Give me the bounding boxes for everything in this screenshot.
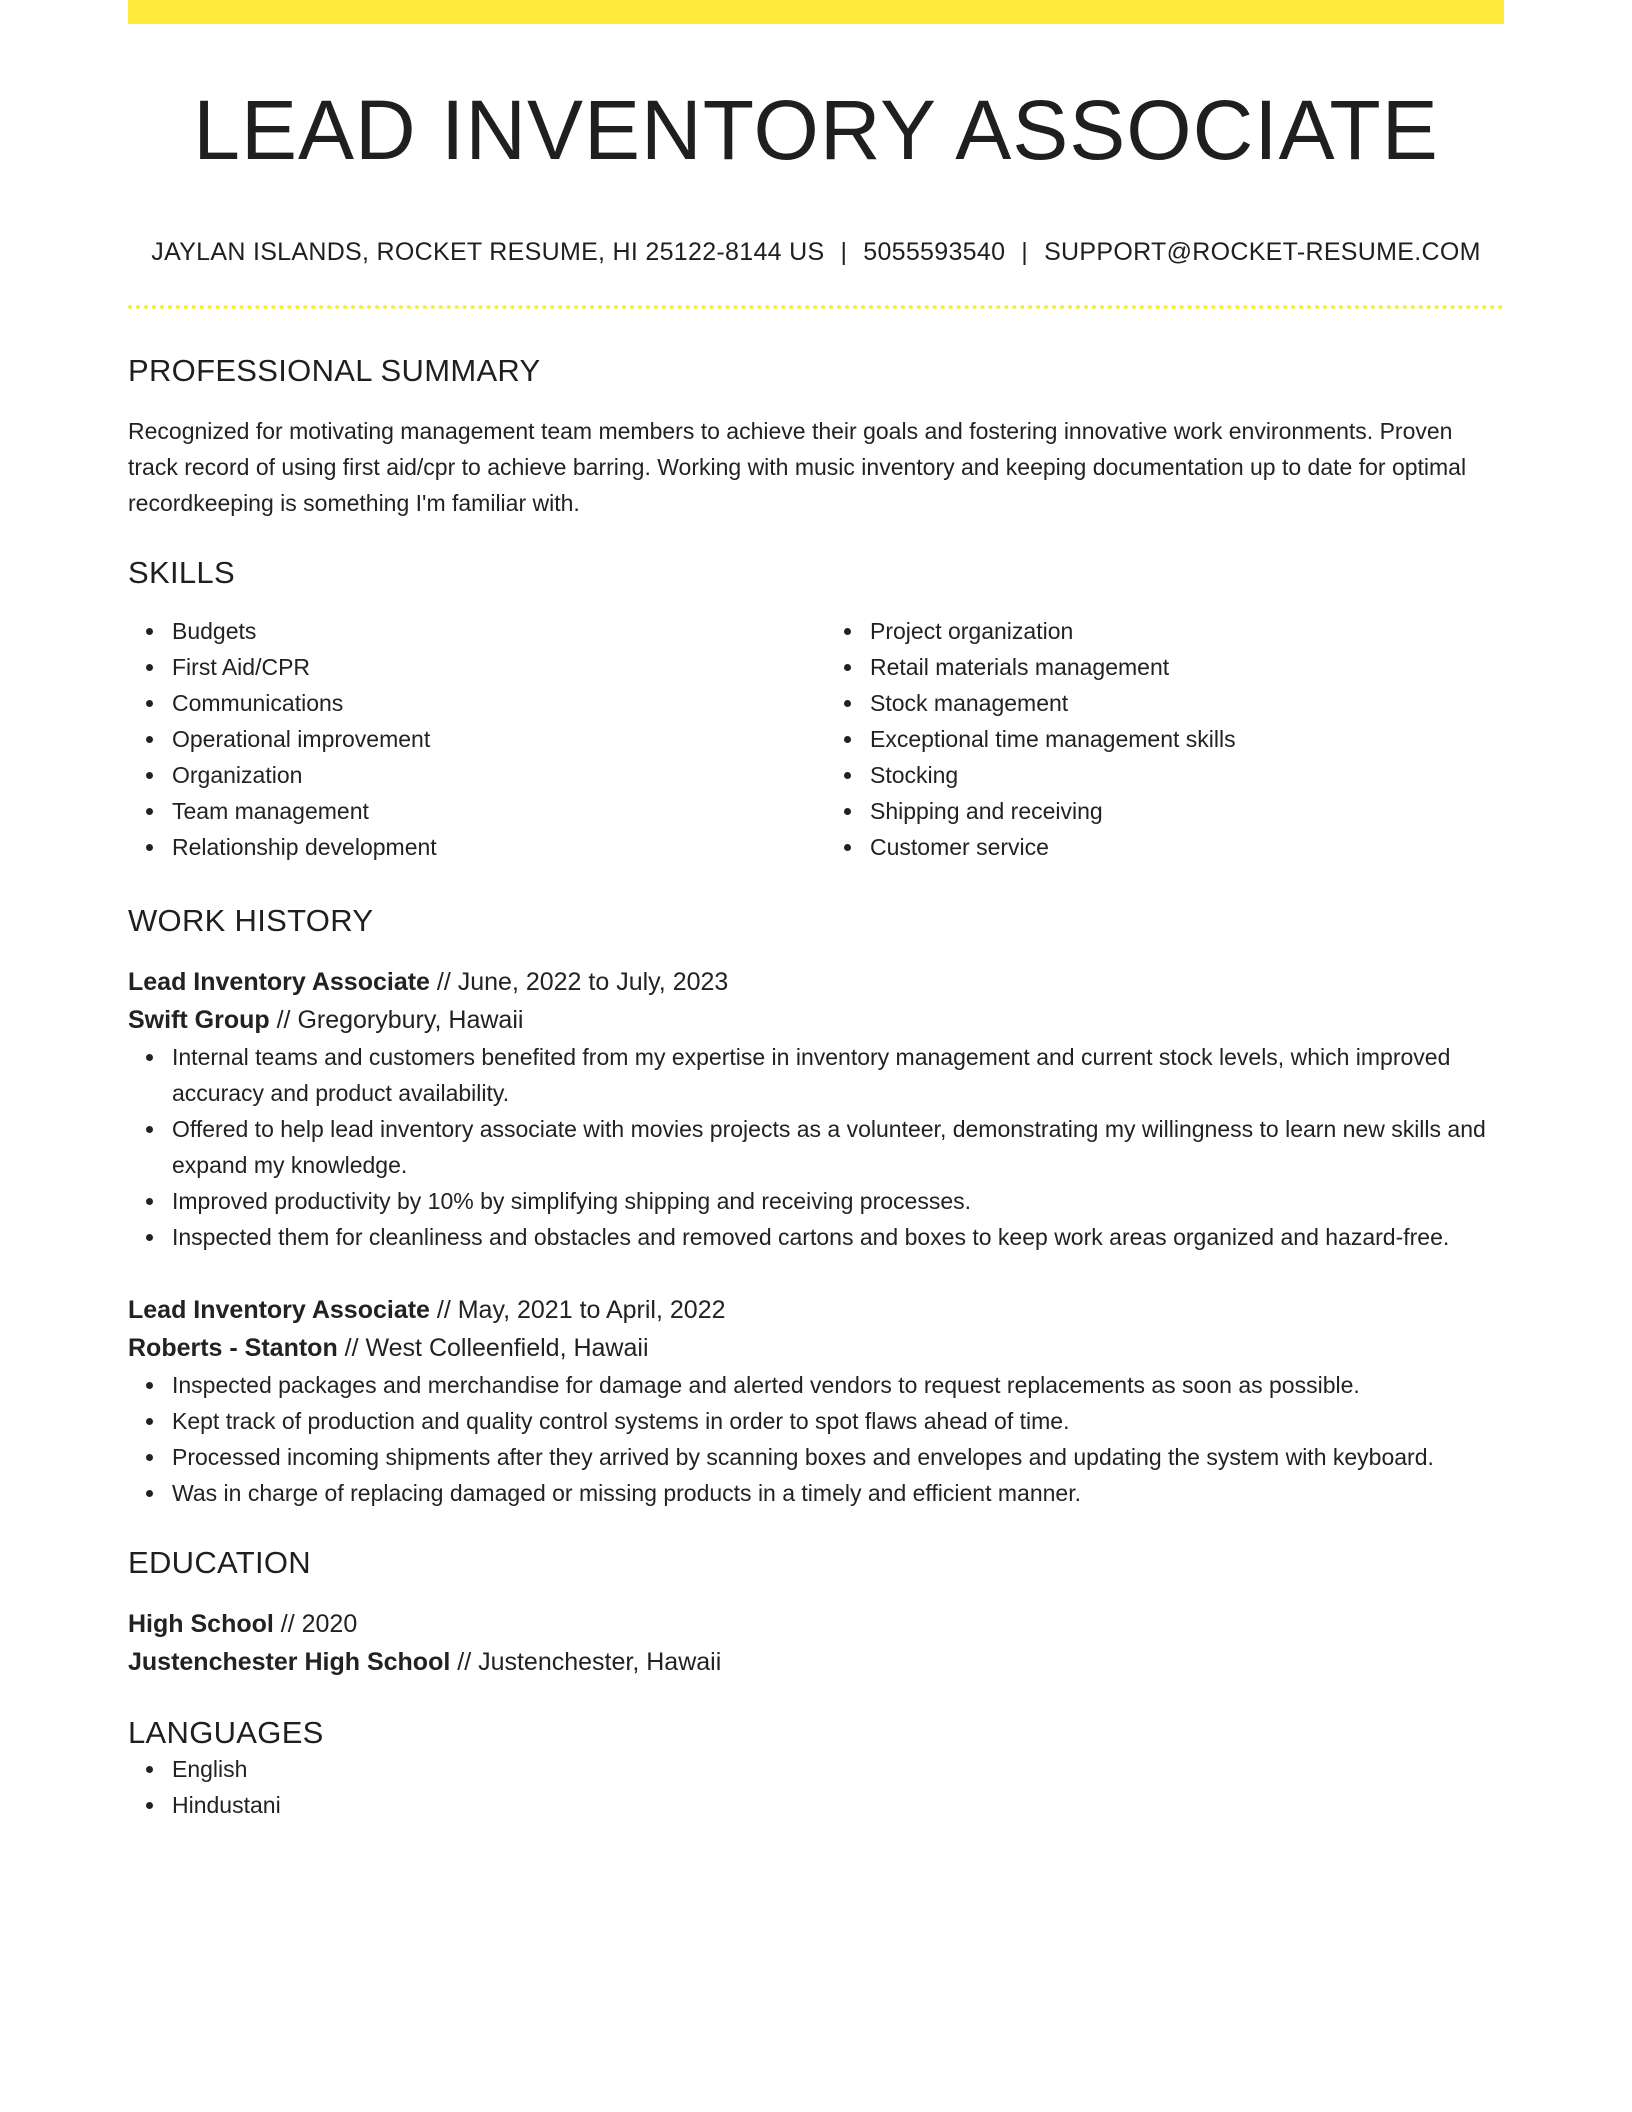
skill-item: Operational improvement [172, 721, 806, 757]
skill-item: Communications [172, 685, 806, 721]
job-bullet: Improved productivity by 10% by simplifying shipping and receiving processes. [172, 1183, 1504, 1219]
job-title-line [128, 963, 1504, 1001]
job-dates: // May, 2021 to April, 2022 [429, 1296, 726, 1325]
job-bullet: Internal teams and customers benefited from my expertise in inventory management and current stock levels, which improved accuracy and product availability. [172, 1039, 1504, 1111]
contact-phone: 5055593540 [863, 238, 1006, 267]
skill-item: Retail materials management [870, 649, 1504, 685]
job-location: // West Colleenfield, Hawaii [337, 1334, 649, 1363]
skills-column-left [128, 613, 806, 865]
job-company-line [128, 1329, 1504, 1367]
job-role: Lead Inventory Associate [128, 1296, 430, 1325]
skill-item: Budgets [172, 613, 806, 649]
job-bullet: Inspected them for cleanliness and obstacles and removed cartons and boxes to keep work areas organized and hazard-free. [172, 1219, 1504, 1255]
skill-item: Organization [172, 757, 806, 793]
header-divider [128, 305, 1504, 309]
contact-separator: | [840, 238, 848, 267]
job-company: Swift Group [128, 1006, 270, 1035]
skills-column-right [826, 613, 1504, 865]
skill-item: Team management [172, 793, 806, 829]
job-title-line [128, 1291, 1504, 1329]
job-dates: // June, 2022 to July, 2023 [429, 968, 729, 997]
skill-item: Stocking [870, 757, 1504, 793]
job-entry [128, 963, 1504, 1255]
education-degree: High School [128, 1610, 274, 1639]
skill-item: Relationship development [172, 829, 806, 865]
language-item: Hindustani [172, 1787, 1504, 1823]
resume-page [128, 0, 1504, 1823]
job-entry [128, 1291, 1504, 1511]
languages-heading: LANGUAGES [128, 1715, 324, 1751]
job-company-line [128, 1001, 1504, 1039]
education-heading: EDUCATION [128, 1545, 311, 1581]
skill-item: Stock management [870, 685, 1504, 721]
skill-item: Project organization [870, 613, 1504, 649]
contact-separator: | [1021, 238, 1029, 267]
job-bullets [128, 1367, 1504, 1511]
languages-list [128, 1751, 1504, 1823]
job-bullet: Offered to help lead inventory associate with movies projects as a volunteer, demonstrating my willingness to learn new skills and expand my knowledge. [172, 1111, 1504, 1183]
education-degree-line [128, 1605, 1504, 1643]
skill-item: First Aid/CPR [172, 649, 806, 685]
education-school-line [128, 1643, 1504, 1681]
education-location: // Justenchester, Hawaii [450, 1648, 722, 1677]
education-year: // 2020 [273, 1610, 358, 1639]
job-bullet: Kept track of production and quality control systems in order to spot flaws ahead of time. [172, 1403, 1504, 1439]
contact-address: JAYLAN ISLANDS, ROCKET RESUME, HI 25122-8144 US [151, 238, 825, 267]
contact-line [128, 238, 1504, 267]
work-history-heading: WORK HISTORY [128, 903, 374, 939]
job-role: Lead Inventory Associate [128, 968, 430, 997]
skill-item: Shipping and receiving [870, 793, 1504, 829]
skill-item: Customer service [870, 829, 1504, 865]
summary-text: Recognized for motivating management team members to achieve their goals and fostering innovative work environments. Proven track record of using first aid/cpr to achieve barring. Working with music inventory and keeping documentation up to date for optimal recordkeeping is something I'm familiar with. [128, 418, 1467, 517]
job-bullet: Processed incoming shipments after they arrived by scanning boxes and envelopes and updating the system with keyboard. [172, 1439, 1504, 1475]
education-entry [128, 1605, 1504, 1681]
language-item: English [172, 1751, 1504, 1787]
skills-heading: SKILLS [128, 555, 235, 591]
job-bullets [128, 1039, 1504, 1255]
job-bullet: Was in charge of replacing damaged or missing products in a timely and efficient manner. [172, 1475, 1504, 1511]
job-location: // Gregorybury, Hawaii [269, 1006, 524, 1035]
education-school: Justenchester High School [128, 1648, 451, 1677]
summary-heading: PROFESSIONAL SUMMARY [128, 353, 541, 389]
top-accent-bar [128, 0, 1504, 24]
skills-list [128, 613, 1504, 865]
contact-email: SUPPORT@ROCKET-RESUME.COM [1044, 238, 1481, 267]
job-bullet: Inspected packages and merchandise for damage and alerted vendors to request replacements as soon as possible. [172, 1367, 1504, 1403]
resume-name: LEAD INVENTORY ASSOCIATE [193, 83, 1439, 177]
job-company: Roberts - Stanton [128, 1334, 338, 1363]
skill-item: Exceptional time management skills [870, 721, 1504, 757]
